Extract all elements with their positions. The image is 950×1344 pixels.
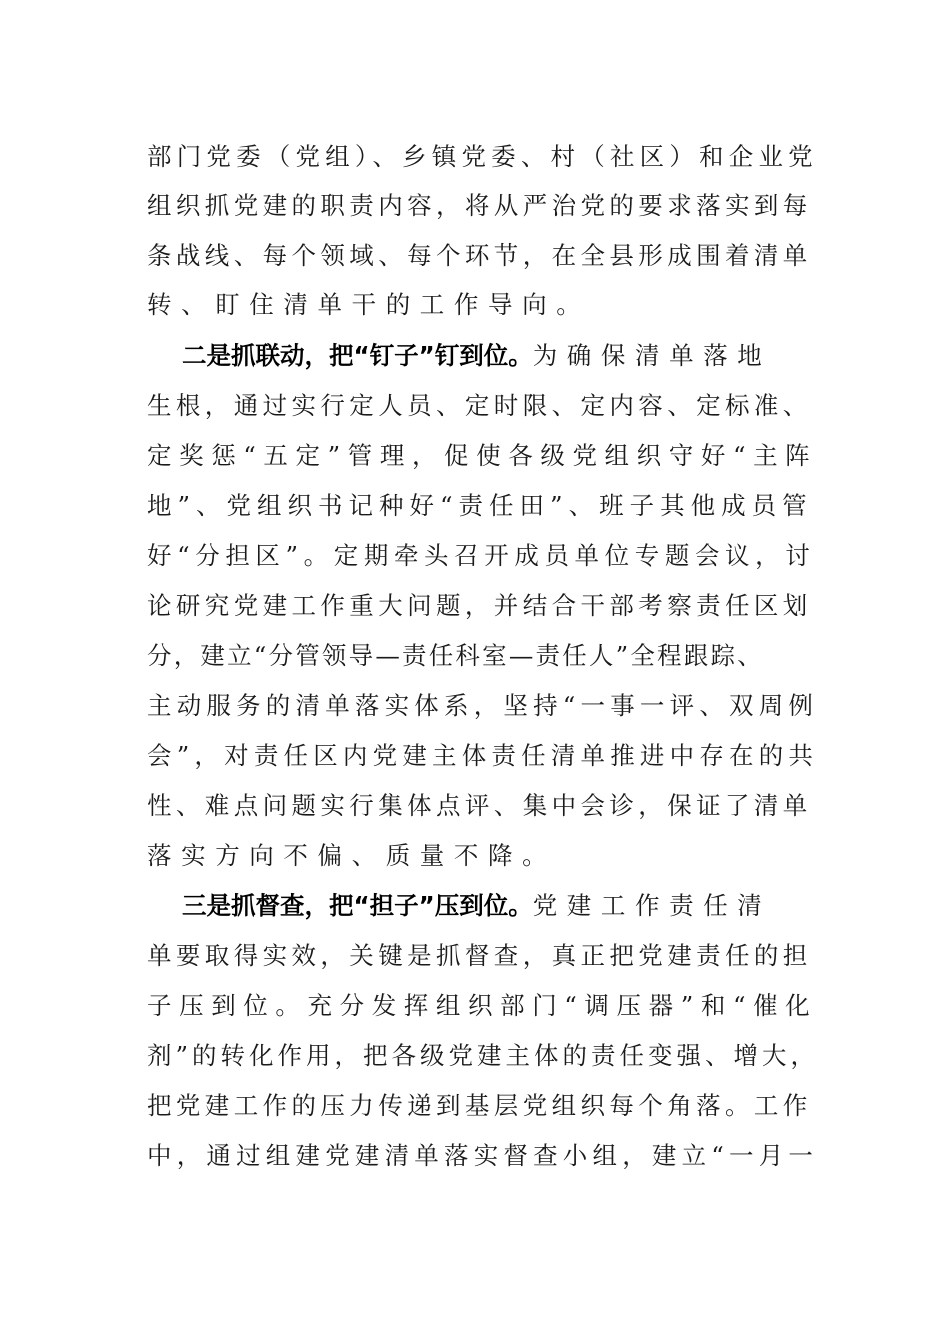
text-line: 组织抓党建的职责内容，将从严治党的要求落实到每 bbox=[147, 191, 812, 220]
text-segment: 为确保清单落地 bbox=[532, 341, 772, 370]
text-line: 地”、党组织书记种好“责任田”、班子其他成员管 bbox=[147, 491, 813, 520]
text-line: 性、难点问题实行集体点评、集中会诊，保证了清单 bbox=[147, 791, 812, 820]
paragraph-first-line bbox=[182, 340, 771, 372]
text-line: 会”，对责任区内党建主体责任清单推进中存在的共 bbox=[147, 741, 819, 770]
text-line: 剂”的转化作用，把各级党建主体的责任变强、增大， bbox=[147, 1041, 820, 1070]
text-line: 生根，通过实行定人员、定时限、定内容、定标准、 bbox=[147, 391, 812, 420]
text-line: 分，建立“分管领导—责任科室—责任人”全程跟踪、 bbox=[147, 641, 764, 670]
text-line: 转、盯住清单干的工作导向。 bbox=[147, 290, 591, 319]
text-line: 论研究党建工作重大问题，并结合干部考察责任区划 bbox=[147, 591, 812, 620]
text-line: 把党建工作的压力传递到基层党组织每个角落。工作 bbox=[147, 1091, 812, 1120]
text-line: 子压到位。充分发挥组织部门“调压器”和“催化 bbox=[147, 991, 818, 1020]
text-line: 好“分担区”。定期牵头召开成员单位专题会议，讨 bbox=[147, 541, 816, 570]
paragraph-heading: 二是抓联动，把“钉子”钉到位。 bbox=[182, 341, 533, 370]
text-line: 单要取得实效，关键是抓督查，真正把党建责任的担 bbox=[147, 941, 812, 970]
text-line: 中，通过组建党建清单落实督查小组，建立“一月一 bbox=[147, 1141, 819, 1170]
text-segment: 党建工作责任清 bbox=[532, 891, 772, 920]
paragraph-first-line bbox=[182, 890, 771, 922]
text-line: 主动服务的清单落实体系，坚持“一事一评、双周例 bbox=[147, 691, 819, 720]
text-line: 定奖惩“五定”管理，促使各级党组织守好“主阵 bbox=[147, 441, 818, 470]
text-line: 部门党委（党组）、乡镇党委、村（社区）和企业党 bbox=[147, 142, 818, 171]
paragraph-heading: 三是抓督查，把“担子”压到位。 bbox=[182, 891, 533, 920]
text-line: 条战线、每个领域、每个环节，在全县形成围着清单 bbox=[147, 241, 812, 270]
text-line: 落实方向不偏、质量不降。 bbox=[147, 841, 557, 870]
